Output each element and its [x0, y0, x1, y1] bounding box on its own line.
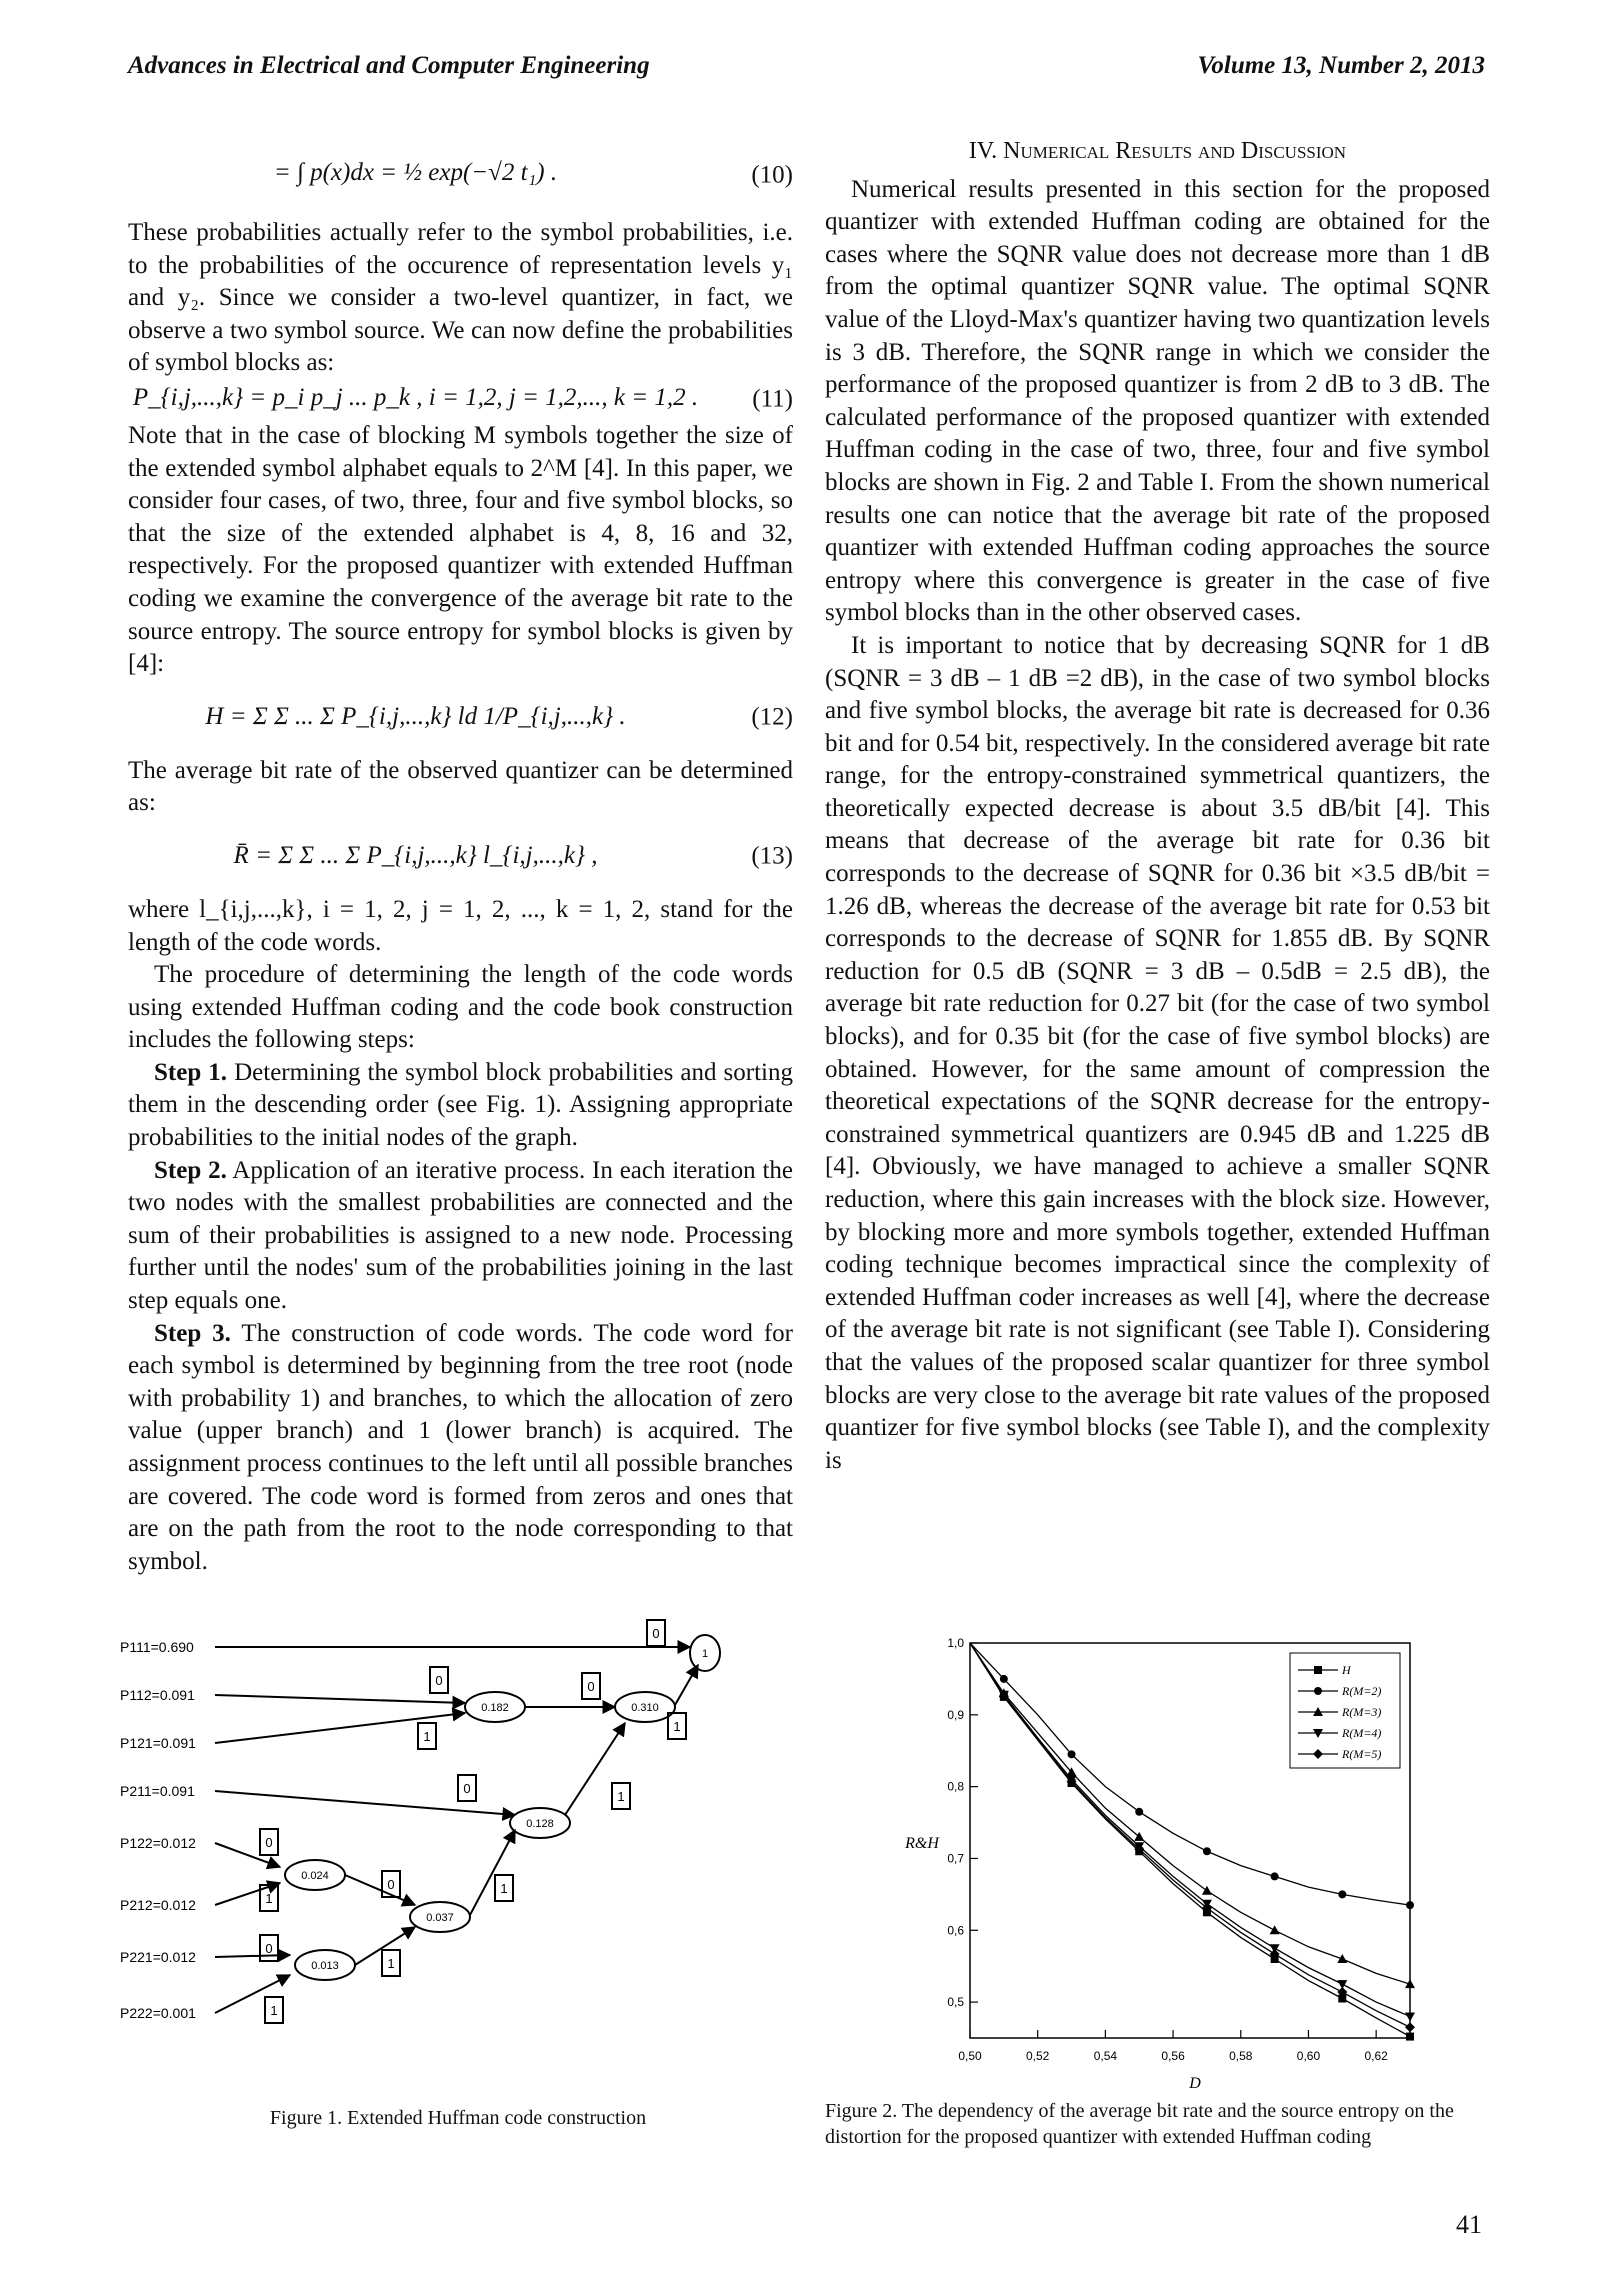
data-point: [1314, 1687, 1322, 1695]
data-point: [1406, 1901, 1414, 1909]
y-tick-label: 0,9: [947, 1707, 964, 1722]
leaf-label: P111=0.690: [120, 1639, 194, 1655]
paragraph: The average bit rate of the observed quantizer can be determined as:: [128, 756, 793, 817]
step-2-label: Step 2.: [154, 1156, 227, 1184]
node-value: 0.128: [526, 1818, 554, 1830]
node-value: 1: [701, 1648, 709, 1660]
data-point: [1337, 1954, 1347, 1963]
data-point: [1068, 1750, 1076, 1758]
data-point: [1202, 1886, 1212, 1895]
data-point: [1270, 1925, 1280, 1934]
y-tick-label: 0,8: [947, 1779, 964, 1794]
x-axis-label: D: [1189, 2075, 1201, 2088]
x-tick-label: 0,52: [1026, 2049, 1050, 2063]
equation-12: [128, 683, 793, 753]
legend-label: R(M=5): [1342, 1747, 1382, 1761]
bit-label: 1: [265, 1891, 273, 1906]
bit-label: 1: [270, 2003, 278, 2018]
data-point: [1405, 2022, 1415, 2032]
leaf-label: P212=0.012: [120, 1897, 196, 1913]
step-1: [128, 1057, 793, 1155]
bit-label: 1: [500, 1881, 508, 1896]
equation-11-label: (11): [752, 385, 793, 413]
step-3-label: Step 3.: [154, 1319, 231, 1347]
left-column: [128, 135, 793, 1578]
y-tick-label: 0,6: [947, 1923, 964, 1938]
section-heading: [825, 135, 1490, 168]
legend-label: R(M=3): [1342, 1705, 1382, 1719]
legend-label: H: [1342, 1663, 1351, 1677]
equation-13-label: (13): [751, 842, 793, 870]
bit-label: 0: [265, 1941, 273, 1956]
equation-11: [128, 382, 793, 418]
section-title: Numerical Results and Discussion: [1003, 138, 1347, 164]
journal-title: Advances in Electrical and Computer Engineering: [128, 52, 650, 79]
bit-label: 0: [587, 1679, 595, 1694]
step-1-label: Step 1.: [154, 1058, 228, 1086]
step-3: [128, 1318, 793, 1579]
y-tick-label: 0,7: [947, 1851, 964, 1866]
x-tick-label: 0,60: [1296, 2049, 1321, 2063]
leaf-label: P121=0.091: [120, 1735, 196, 1751]
leaf-label: P211=0.091: [120, 1783, 195, 1799]
equation-11-body: P_{i,j,...,k} = p_i p_j ... p_k , i = 1,2, j = 1,2,..., k = 1,2 .: [132, 383, 699, 411]
equation-10-label: (10): [751, 161, 793, 189]
equation-12-label: (12): [751, 703, 793, 731]
x-tick-label: 0,56: [1161, 2049, 1185, 2063]
node-value: 0.182: [481, 1702, 509, 1714]
paragraph: where l_{i,j,...,k}, i = 1, 2, j = 1, 2, ..., k = 1, 2, stand for the length of the code words.: [128, 895, 793, 956]
leaf-label: P122=0.012: [120, 1835, 196, 1851]
paragraph: Note that in the case of blocking M symbols together the size of the extended symbol alphabet equals to 2^M [4]. In this paper, we consider four cases, of two, three, four and five symbol blocks, so that the size of the extended alphabet is 4, 8, 16 and 32, respectively. For the proposed quantizer with extended Huffman coding we examine the convergence of the average bit rate to the source entropy. The source entropy for symbol blocks is given by [4]:: [128, 421, 793, 678]
equation-10-body: = ∫ p(x)dx = ½ exp(−√2 t₁) .: [273, 159, 558, 186]
page-number: 41: [1456, 2210, 1482, 2239]
paragraph: The procedure of determining the length of the code words using extended Huffman coding and the code book construction includes the following steps:: [128, 961, 793, 1054]
data-point: [1000, 1675, 1008, 1683]
paragraph: It is important to notice that by decreasing SQNR for 1 dB (SQNR = 3 dB – 1 dB =2 dB), in the case of two symbol blocks and five symbol blocks, the average bit rate is decreased for 0.36 bit and for 0.54 bit, respectively. In the considered average bit rate range, for the entropy-constrained symmetrical quantizers, the theoretically expected decrease is about 3.5 dB/bit [4]. This means that decrease of the average bit rate for 0.36 bit corresponds to the decrease of SQNR for 0.36 bit ×3.5 dB/bit = 1.26 dB, whereas the decrease of the average bit rate for 0.53 bit corresponds to the decrease of SQNR for 1.855 dB. By SQNR reduction for 0.5 dB (SQNR = 3 dB – 0.5dB = 2.5 dB), the average bit rate reduction for 0.27 bit (for the case of two symbol blocks), and for 0.35 bit (for the case of five symbol blocks) are obtained. However, for the same amount of compression the theoretical expectations of the SQNR decrease for the entropy-constrained symmetrical quantizers are 0.945 dB and 1.225 dB [4]. Obviously, we have managed to achieve a smaller SQNR reduction, where this gain increases with the block size. However, by blocking more and more symbols together, extended Huffman coding technique becomes impractical since the complexity of extended Huffman coder increases as well [4], where the decrease of the average bit rate is not significant (see Table I). Considering that the values of the proposed scalar quantizer for three symbol blocks are very close to the average bit rate values of the proposed quantizer for five symbol blocks (see Table I), and the complexity is: [825, 631, 1491, 1474]
leaf-label: P222=0.001: [120, 2005, 196, 2021]
bit-label: 1: [423, 1729, 431, 1744]
equation-13: [128, 822, 793, 892]
data-point: [1203, 1847, 1211, 1855]
y-axis-label: R&H: [905, 1835, 939, 1852]
right-column: [825, 135, 1490, 1477]
figure-2-caption: Figure 2. The dependency of the average bit rate and the source entropy on the distortion for the proposed quantizer with extended Huffman coding: [825, 2100, 1454, 2148]
bit-label: 0: [435, 1673, 443, 1688]
volume-info: Volume 13, Number 2, 2013: [1197, 52, 1485, 79]
bit-label: 0: [652, 1626, 660, 1641]
figure-2-chart: [890, 1628, 1440, 2088]
paragraph: Numerical results presented in this section for the proposed quantizer with extended Huffman coding are obtained for the cases where the SQNR value does not decrease more than 1 dB from the optimal quantizer SQNR value. The optimal SQNR value of the Lloyd-Max's quantizer having two quantization levels is 3 dB. Therefore, the SQNR range in which we consider the performance of the proposed quantizer is from 2 dB to 3 dB. The calculated performance of the proposed quantizer with extended Huffman coding in the case of two, three, four and five symbol blocks are shown in Fig. 2 and Table I. From the shown numerical results one can notice that the average bit rate of the proposed quantizer with extended Huffman coding approaches the source entropy where this convergence is greater in the case of five symbol blocks than in the other observed cases.: [825, 175, 1490, 627]
y-tick-label: 1,0: [947, 1636, 964, 1650]
data-point: [1406, 2033, 1414, 2041]
bit-label: 0: [265, 1835, 273, 1850]
data-point: [1338, 1890, 1346, 1898]
x-tick-label: 0,54: [1093, 2049, 1118, 2063]
node-value: 0.013: [311, 1960, 339, 1972]
step-2: [128, 1155, 793, 1318]
node-value: 0.310: [631, 1702, 659, 1714]
data-point: [1314, 1666, 1322, 1674]
figure-1-huffman-tree: [120, 1615, 770, 2045]
leaf-label: P112=0.091: [120, 1687, 195, 1703]
equation-10: [128, 137, 793, 215]
bit-label: 1: [673, 1719, 681, 1734]
equation-13-body: R̄ = Σ Σ ... Σ P_{i,j,...,k} l_{i,j,...,k} ,: [233, 841, 598, 869]
section-number: IV.: [968, 138, 998, 164]
bit-label: 1: [617, 1789, 625, 1804]
node-value: 0.024: [301, 1870, 329, 1882]
legend-label: R(M=2): [1342, 1684, 1382, 1698]
x-tick-label: 0,50: [958, 2049, 982, 2063]
data-point: [1405, 2012, 1415, 2021]
paragraph: These probabilities actually refer to the symbol probabilities, i.e. to the probabilities of the occurence of representation levels y₁ and y₂. Since we consider a two-level quantizer, in fact, we observe a two symbol source. We can now define the probabilities of symbol blocks as:: [128, 219, 793, 377]
step-2-text: Application of an iterative process. In each iteration the two nodes with the smallest probabilities are connected and the sum of their probabilities is assigned to a new node. Processing further until the nodes' sum of the probabilities joining in the last step equals one.: [128, 1156, 794, 1315]
x-tick-label: 0,62: [1364, 2049, 1388, 2063]
legend-label: R(M=4): [1342, 1726, 1382, 1740]
bit-label: 0: [463, 1781, 471, 1796]
step-1-text: Determining the symbol block probabilities and sorting them in the descending order (see Fig. 1). Assigning appropriate probabilities to the initial nodes of the graph.: [128, 1058, 794, 1152]
data-point: [1135, 1808, 1143, 1816]
data-point: [1271, 1872, 1279, 1880]
bit-label: 0: [387, 1877, 395, 1892]
equation-12-body: H = Σ Σ ... Σ P_{i,j,...,k} ld 1/P_{i,j,...,k} .: [205, 702, 626, 730]
step-3-text: The construction of code words. The code word for each symbol is determined by beginning from the tree root (node with probability 1) and branches, to which the allocation of zero value (upper branch) and 1 (lower branch) is acquired. The assignment process continues to the left until all possible branches are covered. The code word is formed from zeros and ones that are on the path from the root to the node corresponding to that symbol.: [128, 1319, 794, 1575]
y-tick-label: 0,5: [947, 1995, 964, 2010]
leaf-label: P221=0.012: [120, 1949, 196, 1965]
x-tick-label: 0,58: [1229, 2049, 1253, 2063]
node-value: 0.037: [426, 1912, 454, 1924]
figure-1-caption: Figure 1. Extended Huffman code construction: [269, 2107, 647, 2129]
bit-label: 1: [387, 1956, 395, 1971]
